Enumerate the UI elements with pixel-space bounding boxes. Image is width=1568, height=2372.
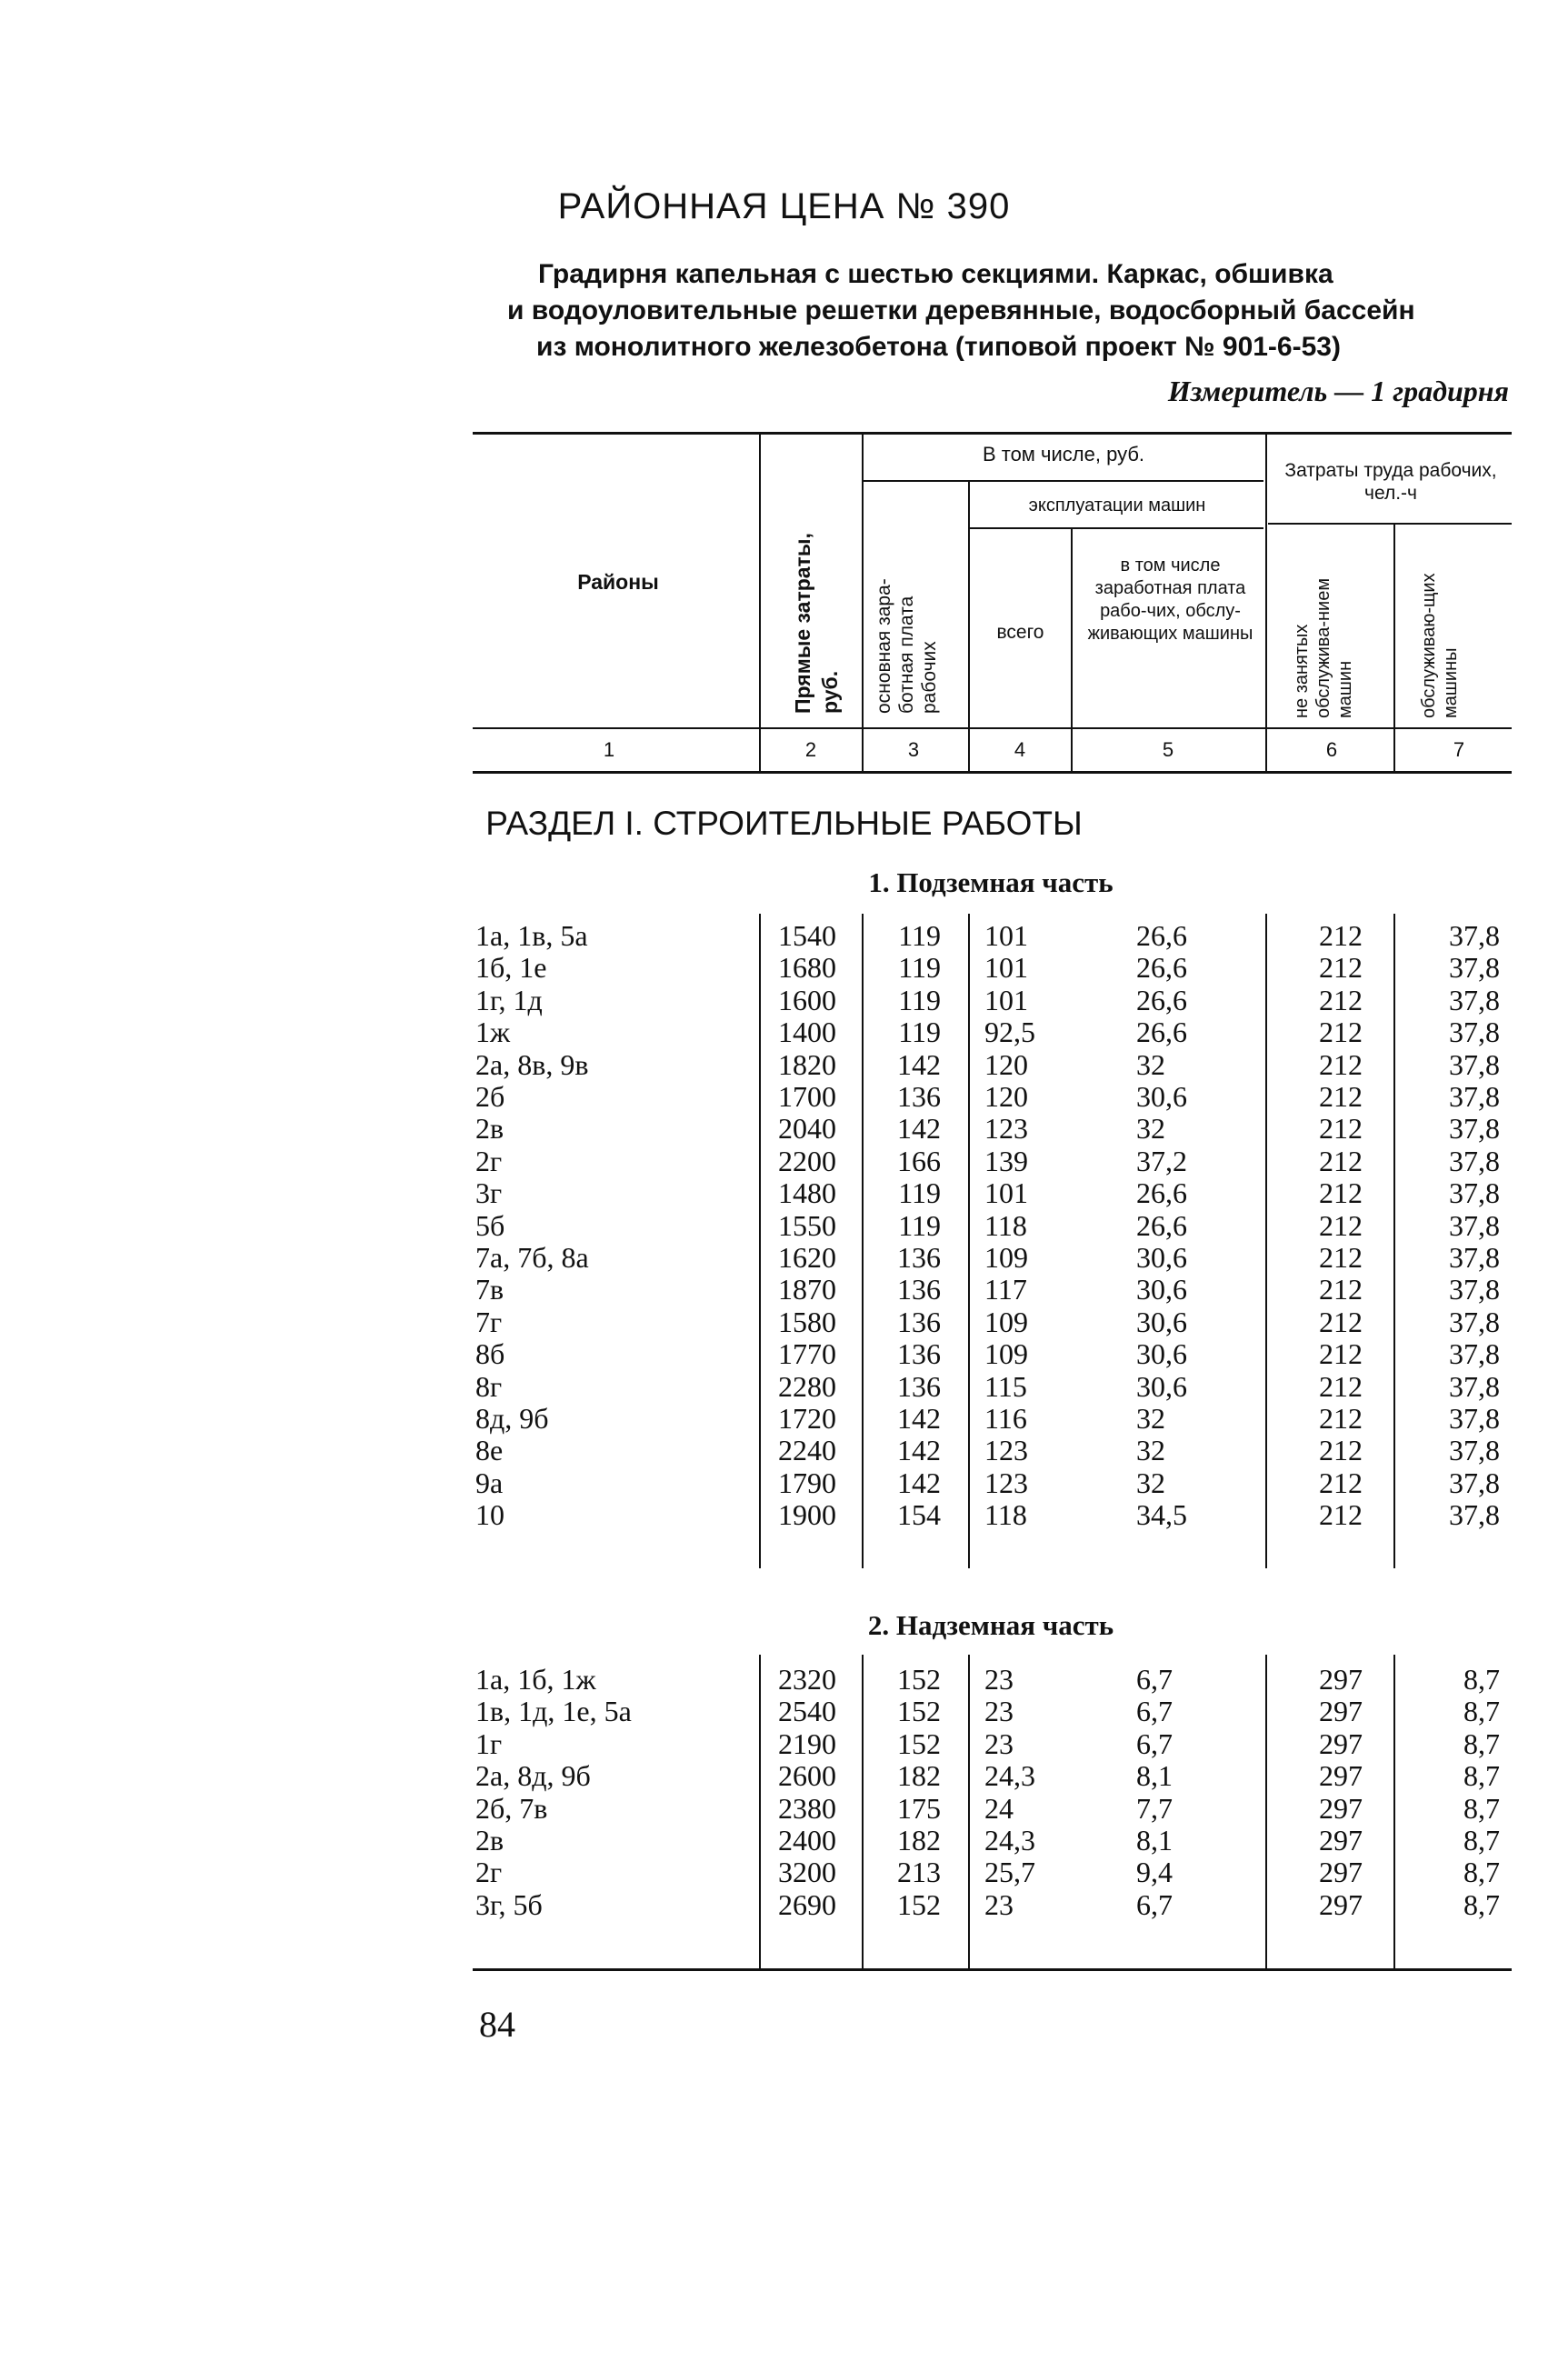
subtitle-line-2: и водоуловительные решетки деревянные, водосборный бассейн xyxy=(507,295,1415,325)
labor-not-machine-cell: 297 xyxy=(1319,1759,1363,1793)
labor-machine-cell: 37,8 xyxy=(1449,1369,1500,1403)
machine-wage-cell: 6,7 xyxy=(1136,1887,1173,1921)
machine-total-cell: 115 xyxy=(984,1369,1027,1403)
region-cell: 1а, 1в, 5а xyxy=(475,919,588,952)
machine-total-cell: 139 xyxy=(984,1144,1028,1177)
direct-costs-cell: 2280 xyxy=(778,1369,836,1403)
region-cell: 7г xyxy=(475,1305,503,1338)
direct-costs-cell: 2380 xyxy=(778,1791,836,1825)
header-not-machine: не занятых обслужива-нием машин xyxy=(1292,577,1355,718)
machine-total-cell: 117 xyxy=(984,1273,1027,1306)
region-cell: 1г xyxy=(475,1726,503,1760)
machine-total-cell: 101 xyxy=(984,951,1028,985)
base-wage-cell: 119 xyxy=(898,1016,941,1049)
base-wage-cell: 152 xyxy=(897,1887,941,1921)
machine-wage-cell: 30,6 xyxy=(1136,1369,1187,1403)
table-row xyxy=(0,1306,1568,1338)
table-row xyxy=(0,1371,1568,1403)
machine-total-cell: 109 xyxy=(984,1305,1028,1338)
machine-wage-cell: 26,6 xyxy=(1136,983,1187,1016)
part2-title: 2. Надземная часть xyxy=(867,1609,1114,1641)
machine-wage-cell: 26,6 xyxy=(1136,1176,1187,1210)
machine-wage-cell: 30,6 xyxy=(1136,1337,1187,1371)
machine-wage-cell: 30,6 xyxy=(1136,1080,1187,1113)
machine-total-cell: 120 xyxy=(984,1047,1028,1081)
region-cell: 1г, 1д xyxy=(475,983,543,1016)
base-wage-cell: 119 xyxy=(898,983,941,1016)
machine-wage-cell: 8,1 xyxy=(1136,1824,1173,1857)
region-cell: 2а, 8д, 9б xyxy=(475,1759,591,1793)
column-number-1: 1 xyxy=(603,738,615,761)
machine-total-cell: 24 xyxy=(984,1791,1014,1825)
direct-costs-cell: 1540 xyxy=(778,919,836,952)
labor-machine-cell: 37,8 xyxy=(1449,1402,1500,1435)
table-row xyxy=(0,952,1568,984)
base-wage-cell: 182 xyxy=(897,1824,941,1857)
column-number-3: 3 xyxy=(907,738,920,761)
base-wage-cell: 142 xyxy=(897,1047,941,1081)
direct-costs-cell: 1820 xyxy=(778,1047,836,1081)
machine-wage-cell: 6,7 xyxy=(1136,1663,1173,1696)
direct-costs-cell: 2690 xyxy=(778,1887,836,1921)
region-cell: 2б, 7в xyxy=(475,1791,548,1825)
labor-machine-cell: 37,8 xyxy=(1449,919,1500,952)
region-cell: 10 xyxy=(475,1498,504,1532)
base-wage-cell: 136 xyxy=(897,1337,941,1371)
region-cell: 2г xyxy=(475,1144,503,1177)
machine-wage-cell: 26,6 xyxy=(1136,1208,1187,1242)
machine-wage-cell: 34,5 xyxy=(1136,1498,1187,1532)
labor-machine-cell: 37,8 xyxy=(1449,1016,1500,1049)
base-wage-cell: 136 xyxy=(897,1241,941,1274)
machine-wage-cell: 32 xyxy=(1136,1402,1165,1435)
base-wage-cell: 136 xyxy=(897,1273,941,1306)
labor-machine-cell: 37,8 xyxy=(1449,1466,1500,1499)
table-row xyxy=(0,1146,1568,1177)
machine-total-cell: 23 xyxy=(984,1695,1014,1728)
table-row xyxy=(0,1696,1568,1727)
table-row xyxy=(0,1113,1568,1145)
labor-machine-cell: 8,7 xyxy=(1463,1824,1500,1857)
col-divider-2 xyxy=(862,435,864,771)
labor-machine-cell: 37,8 xyxy=(1449,1208,1500,1242)
labor-not-machine-cell: 212 xyxy=(1319,1434,1363,1467)
machine-wage-cell: 30,6 xyxy=(1136,1273,1187,1306)
table-row xyxy=(0,1274,1568,1306)
machine-wage-cell: 37,2 xyxy=(1136,1144,1187,1177)
header-bottom-rule xyxy=(473,727,1512,729)
region-cell: 8е xyxy=(475,1434,504,1467)
labor-machine-cell: 37,8 xyxy=(1449,1305,1500,1338)
direct-costs-cell: 1620 xyxy=(778,1241,836,1274)
base-wage-cell: 152 xyxy=(897,1663,941,1696)
direct-costs-cell: 3200 xyxy=(778,1856,836,1889)
table-row xyxy=(0,1889,1568,1921)
labor-machine-cell: 37,8 xyxy=(1449,1047,1500,1081)
labor-not-machine-cell: 297 xyxy=(1319,1887,1363,1921)
region-cell: 1в, 1д, 1е, 5а xyxy=(475,1695,632,1728)
machine-total-cell: 123 xyxy=(984,1434,1028,1467)
column-number-6: 6 xyxy=(1325,738,1338,761)
machine-total-cell: 118 xyxy=(984,1498,1027,1532)
base-wage-cell: 154 xyxy=(897,1498,941,1532)
base-wage-cell: 166 xyxy=(897,1144,941,1177)
measure-unit: Измеритель — 1 градирня xyxy=(1167,375,1509,407)
table-row xyxy=(0,1825,1568,1857)
region-cell: 8д, 9б xyxy=(475,1402,549,1435)
labor-machine-cell: 8,7 xyxy=(1463,1695,1500,1728)
base-wage-cell: 119 xyxy=(898,1208,941,1242)
base-wage-cell: 142 xyxy=(897,1466,941,1499)
direct-costs-cell: 1790 xyxy=(778,1466,836,1499)
machine-wage-cell: 32 xyxy=(1136,1047,1165,1081)
direct-costs-cell: 1870 xyxy=(778,1273,836,1306)
base-wage-cell: 142 xyxy=(897,1402,941,1435)
header-including-wage: в том числе заработная плата рабо-чих, обслу-живающих машины xyxy=(1087,555,1253,644)
col-divider-4 xyxy=(1071,529,1073,771)
machine-wage-cell: 26,6 xyxy=(1136,951,1187,985)
machine-total-cell: 120 xyxy=(984,1080,1028,1113)
direct-costs-cell: 2540 xyxy=(778,1695,836,1728)
direct-costs-cell: 1720 xyxy=(778,1402,836,1435)
table-row xyxy=(0,985,1568,1016)
labor-machine-cell: 37,8 xyxy=(1449,1241,1500,1274)
machine-total-cell: 118 xyxy=(984,1208,1027,1242)
labor-machine-cell: 8,7 xyxy=(1463,1856,1500,1889)
machine-wage-cell: 8,1 xyxy=(1136,1759,1173,1793)
base-wage-cell: 175 xyxy=(897,1791,941,1825)
direct-costs-cell: 1400 xyxy=(778,1016,836,1049)
labor-not-machine-cell: 212 xyxy=(1319,919,1363,952)
table-row xyxy=(0,1499,1568,1531)
labor-not-machine-cell: 297 xyxy=(1319,1663,1363,1696)
direct-costs-cell: 2240 xyxy=(778,1434,836,1467)
machine-wage-cell: 26,6 xyxy=(1136,1016,1187,1049)
machine-wage-cell: 7,7 xyxy=(1136,1791,1173,1825)
machine-wage-cell: 32 xyxy=(1136,1434,1165,1467)
machine-wage-cell: 30,6 xyxy=(1136,1241,1187,1274)
table-row xyxy=(0,1210,1568,1242)
region-cell: 1б, 1е xyxy=(475,951,547,985)
column-number-7: 7 xyxy=(1453,738,1465,761)
machine-wage-cell: 6,7 xyxy=(1136,1726,1173,1760)
direct-costs-cell: 1550 xyxy=(778,1208,836,1242)
col-divider-3 xyxy=(968,482,970,771)
table-row xyxy=(0,1728,1568,1760)
labor-machine-cell: 37,8 xyxy=(1449,1080,1500,1113)
base-wage-cell: 213 xyxy=(897,1856,941,1889)
table-row xyxy=(0,1793,1568,1825)
labor-machine-cell: 37,8 xyxy=(1449,1144,1500,1177)
subtitle xyxy=(473,256,1563,365)
machine-wage-cell: 26,6 xyxy=(1136,919,1187,952)
header-direct-costs: Прямые затраты, руб. xyxy=(791,533,842,714)
table-row xyxy=(0,1664,1568,1696)
labor-not-machine-cell: 212 xyxy=(1319,1369,1363,1403)
labor-not-machine-cell: 212 xyxy=(1319,1498,1363,1532)
labor-machine-cell: 37,8 xyxy=(1449,1112,1500,1146)
base-wage-cell: 152 xyxy=(897,1726,941,1760)
page-number: 84 xyxy=(479,2004,515,2045)
header-base-wage: основная зара-ботная плата рабочих xyxy=(874,578,940,714)
base-wage-cell: 142 xyxy=(897,1434,941,1467)
labor-machine-cell: 37,8 xyxy=(1449,1434,1500,1467)
base-wage-cell: 119 xyxy=(898,951,941,985)
column-number-2: 2 xyxy=(804,738,817,761)
direct-costs-cell: 1700 xyxy=(778,1080,836,1113)
region-cell: 8г xyxy=(475,1369,503,1403)
labor-not-machine-cell: 212 xyxy=(1319,1080,1363,1113)
direct-costs-cell: 2190 xyxy=(778,1726,836,1760)
labor-not-machine-cell: 212 xyxy=(1319,951,1363,985)
region-cell: 9а xyxy=(475,1466,504,1499)
table-row xyxy=(0,1338,1568,1370)
direct-costs-cell: 1680 xyxy=(778,951,836,985)
base-wage-cell: 142 xyxy=(897,1112,941,1146)
table-row xyxy=(0,1177,1568,1209)
base-wage-cell: 152 xyxy=(897,1695,941,1728)
col-divider-1 xyxy=(759,435,761,771)
machine-wage-cell: 9,4 xyxy=(1136,1856,1173,1889)
table-row xyxy=(0,1081,1568,1113)
header-machine-service: обслуживаю-щих машины xyxy=(1419,573,1461,718)
labor-not-machine-cell: 212 xyxy=(1319,1208,1363,1242)
subtitle-line-1: Градирня капельная с шестью секциями. Каркас, обшивка xyxy=(538,259,1333,289)
region-cell: 7а, 7б, 8а xyxy=(475,1241,589,1274)
subtitle-line-3: из монолитного железобетона (типовой проект № 901-6-53) xyxy=(536,332,1341,362)
machine-wage-cell: 30,6 xyxy=(1136,1305,1187,1338)
direct-costs-cell: 1580 xyxy=(778,1305,836,1338)
col-divider-6 xyxy=(1393,525,1395,771)
header-regions: Районы xyxy=(577,570,659,594)
machine-total-cell: 123 xyxy=(984,1112,1028,1146)
region-cell: 2в xyxy=(475,1112,504,1146)
labor-not-machine-cell: 297 xyxy=(1319,1726,1363,1760)
including-rub-rule xyxy=(864,480,1263,482)
direct-costs-cell: 2320 xyxy=(778,1663,836,1696)
region-cell: 2в xyxy=(475,1824,504,1857)
labor-machine-cell: 37,8 xyxy=(1449,983,1500,1016)
machine-total-cell: 23 xyxy=(984,1663,1014,1696)
labor-not-machine-cell: 212 xyxy=(1319,1144,1363,1177)
direct-costs-cell: 1600 xyxy=(778,983,836,1016)
labor-not-machine-cell: 212 xyxy=(1319,1466,1363,1499)
machine-total-cell: 101 xyxy=(984,983,1028,1016)
header-machine-operation: эксплуатации машин xyxy=(1028,495,1206,515)
labor-machine-cell: 8,7 xyxy=(1463,1726,1500,1760)
labor-not-machine-cell: 297 xyxy=(1319,1856,1363,1889)
machine-total-cell: 123 xyxy=(984,1466,1028,1499)
direct-costs-cell: 2400 xyxy=(778,1824,836,1857)
region-cell: 2б xyxy=(475,1080,505,1113)
table-row xyxy=(0,1016,1568,1048)
direct-costs-cell: 1480 xyxy=(778,1176,836,1210)
machine-total-cell: 25,7 xyxy=(984,1856,1035,1889)
direct-costs-cell: 1900 xyxy=(778,1498,836,1532)
col-divider-5 xyxy=(1265,435,1267,771)
machine-total-cell: 101 xyxy=(984,919,1028,952)
region-cell: 1а, 1б, 1ж xyxy=(475,1663,596,1696)
labor-not-machine-cell: 212 xyxy=(1319,1305,1363,1338)
base-wage-cell: 136 xyxy=(897,1305,941,1338)
labor-not-machine-cell: 212 xyxy=(1319,1016,1363,1049)
table-bottom-rule xyxy=(473,1968,1512,1971)
table-row xyxy=(0,1467,1568,1499)
column-number-5: 5 xyxy=(1162,738,1174,761)
direct-costs-cell: 1770 xyxy=(778,1337,836,1371)
table-row xyxy=(0,1857,1568,1888)
machine-wage-cell: 32 xyxy=(1136,1112,1165,1146)
region-cell: 8б xyxy=(475,1337,505,1371)
table-row xyxy=(0,1242,1568,1274)
machine-total-cell: 23 xyxy=(984,1726,1014,1760)
labor-not-machine-cell: 212 xyxy=(1319,1402,1363,1435)
labor-not-machine-cell: 212 xyxy=(1319,1047,1363,1081)
region-cell: 2а, 8в, 9в xyxy=(475,1047,589,1081)
table-row xyxy=(0,1435,1568,1466)
machine-wage-cell: 32 xyxy=(1136,1466,1165,1499)
region-cell: 7в xyxy=(475,1273,504,1306)
labor-not-machine-cell: 212 xyxy=(1319,983,1363,1016)
machines-rule xyxy=(968,527,1263,529)
region-cell: 3г, 5б xyxy=(475,1887,543,1921)
table-row xyxy=(0,1049,1568,1081)
table-row xyxy=(0,1760,1568,1792)
region-cell: 1ж xyxy=(475,1016,511,1049)
section-title: РАЗДЕЛ I. СТРОИТЕЛЬНЫЕ РАБОТЫ xyxy=(485,805,1083,842)
direct-costs-cell: 2600 xyxy=(778,1759,836,1793)
direct-costs-cell: 2040 xyxy=(778,1112,836,1146)
direct-costs-cell: 2200 xyxy=(778,1144,836,1177)
labor-machine-cell: 8,7 xyxy=(1463,1887,1500,1921)
table-row xyxy=(0,920,1568,952)
labor-not-machine-cell: 297 xyxy=(1319,1695,1363,1728)
base-wage-cell: 119 xyxy=(898,919,941,952)
labor-not-machine-cell: 212 xyxy=(1319,1176,1363,1210)
labor-not-machine-cell: 212 xyxy=(1319,1337,1363,1371)
part1-title: 1. Подземная часть xyxy=(868,866,1114,898)
labor-rule xyxy=(1268,523,1512,525)
labor-not-machine-cell: 297 xyxy=(1319,1791,1363,1825)
base-wage-cell: 136 xyxy=(897,1080,941,1113)
table-row xyxy=(0,1403,1568,1435)
machine-total-cell: 109 xyxy=(984,1241,1028,1274)
header-top-rule xyxy=(473,432,1512,435)
header-total: всего xyxy=(996,622,1044,643)
column-number-rule xyxy=(473,771,1512,774)
labor-not-machine-cell: 212 xyxy=(1319,1112,1363,1146)
labor-machine-cell: 8,7 xyxy=(1463,1759,1500,1793)
machine-total-cell: 109 xyxy=(984,1337,1028,1371)
base-wage-cell: 119 xyxy=(898,1176,941,1210)
page-title: РАЙОННАЯ ЦЕНА № 390 xyxy=(557,186,1011,226)
column-number-4: 4 xyxy=(1014,738,1026,761)
labor-machine-cell: 37,8 xyxy=(1449,1273,1500,1306)
base-wage-cell: 182 xyxy=(897,1759,941,1793)
machine-total-cell: 116 xyxy=(984,1402,1027,1435)
base-wage-cell: 136 xyxy=(897,1369,941,1403)
labor-machine-cell: 37,8 xyxy=(1449,1337,1500,1371)
machine-total-cell: 23 xyxy=(984,1887,1014,1921)
labor-machine-cell: 8,7 xyxy=(1463,1663,1500,1696)
header-labor-costs: Затраты труда рабочих, чел.-ч xyxy=(1284,460,1497,504)
labor-not-machine-cell: 212 xyxy=(1319,1241,1363,1274)
machine-total-cell: 24,3 xyxy=(984,1824,1035,1857)
labor-machine-cell: 37,8 xyxy=(1449,951,1500,985)
labor-machine-cell: 37,8 xyxy=(1449,1176,1500,1210)
region-cell: 3г xyxy=(475,1176,503,1210)
labor-not-machine-cell: 212 xyxy=(1319,1273,1363,1306)
region-cell: 5б xyxy=(475,1208,505,1242)
machine-wage-cell: 6,7 xyxy=(1136,1695,1173,1728)
header-including-rub: В том числе, руб. xyxy=(982,443,1145,465)
labor-machine-cell: 37,8 xyxy=(1449,1498,1500,1532)
machine-total-cell: 92,5 xyxy=(984,1016,1035,1049)
machine-total-cell: 101 xyxy=(984,1176,1028,1210)
machine-total-cell: 24,3 xyxy=(984,1759,1035,1793)
region-cell: 2г xyxy=(475,1856,503,1889)
labor-machine-cell: 8,7 xyxy=(1463,1791,1500,1825)
labor-not-machine-cell: 297 xyxy=(1319,1824,1363,1857)
